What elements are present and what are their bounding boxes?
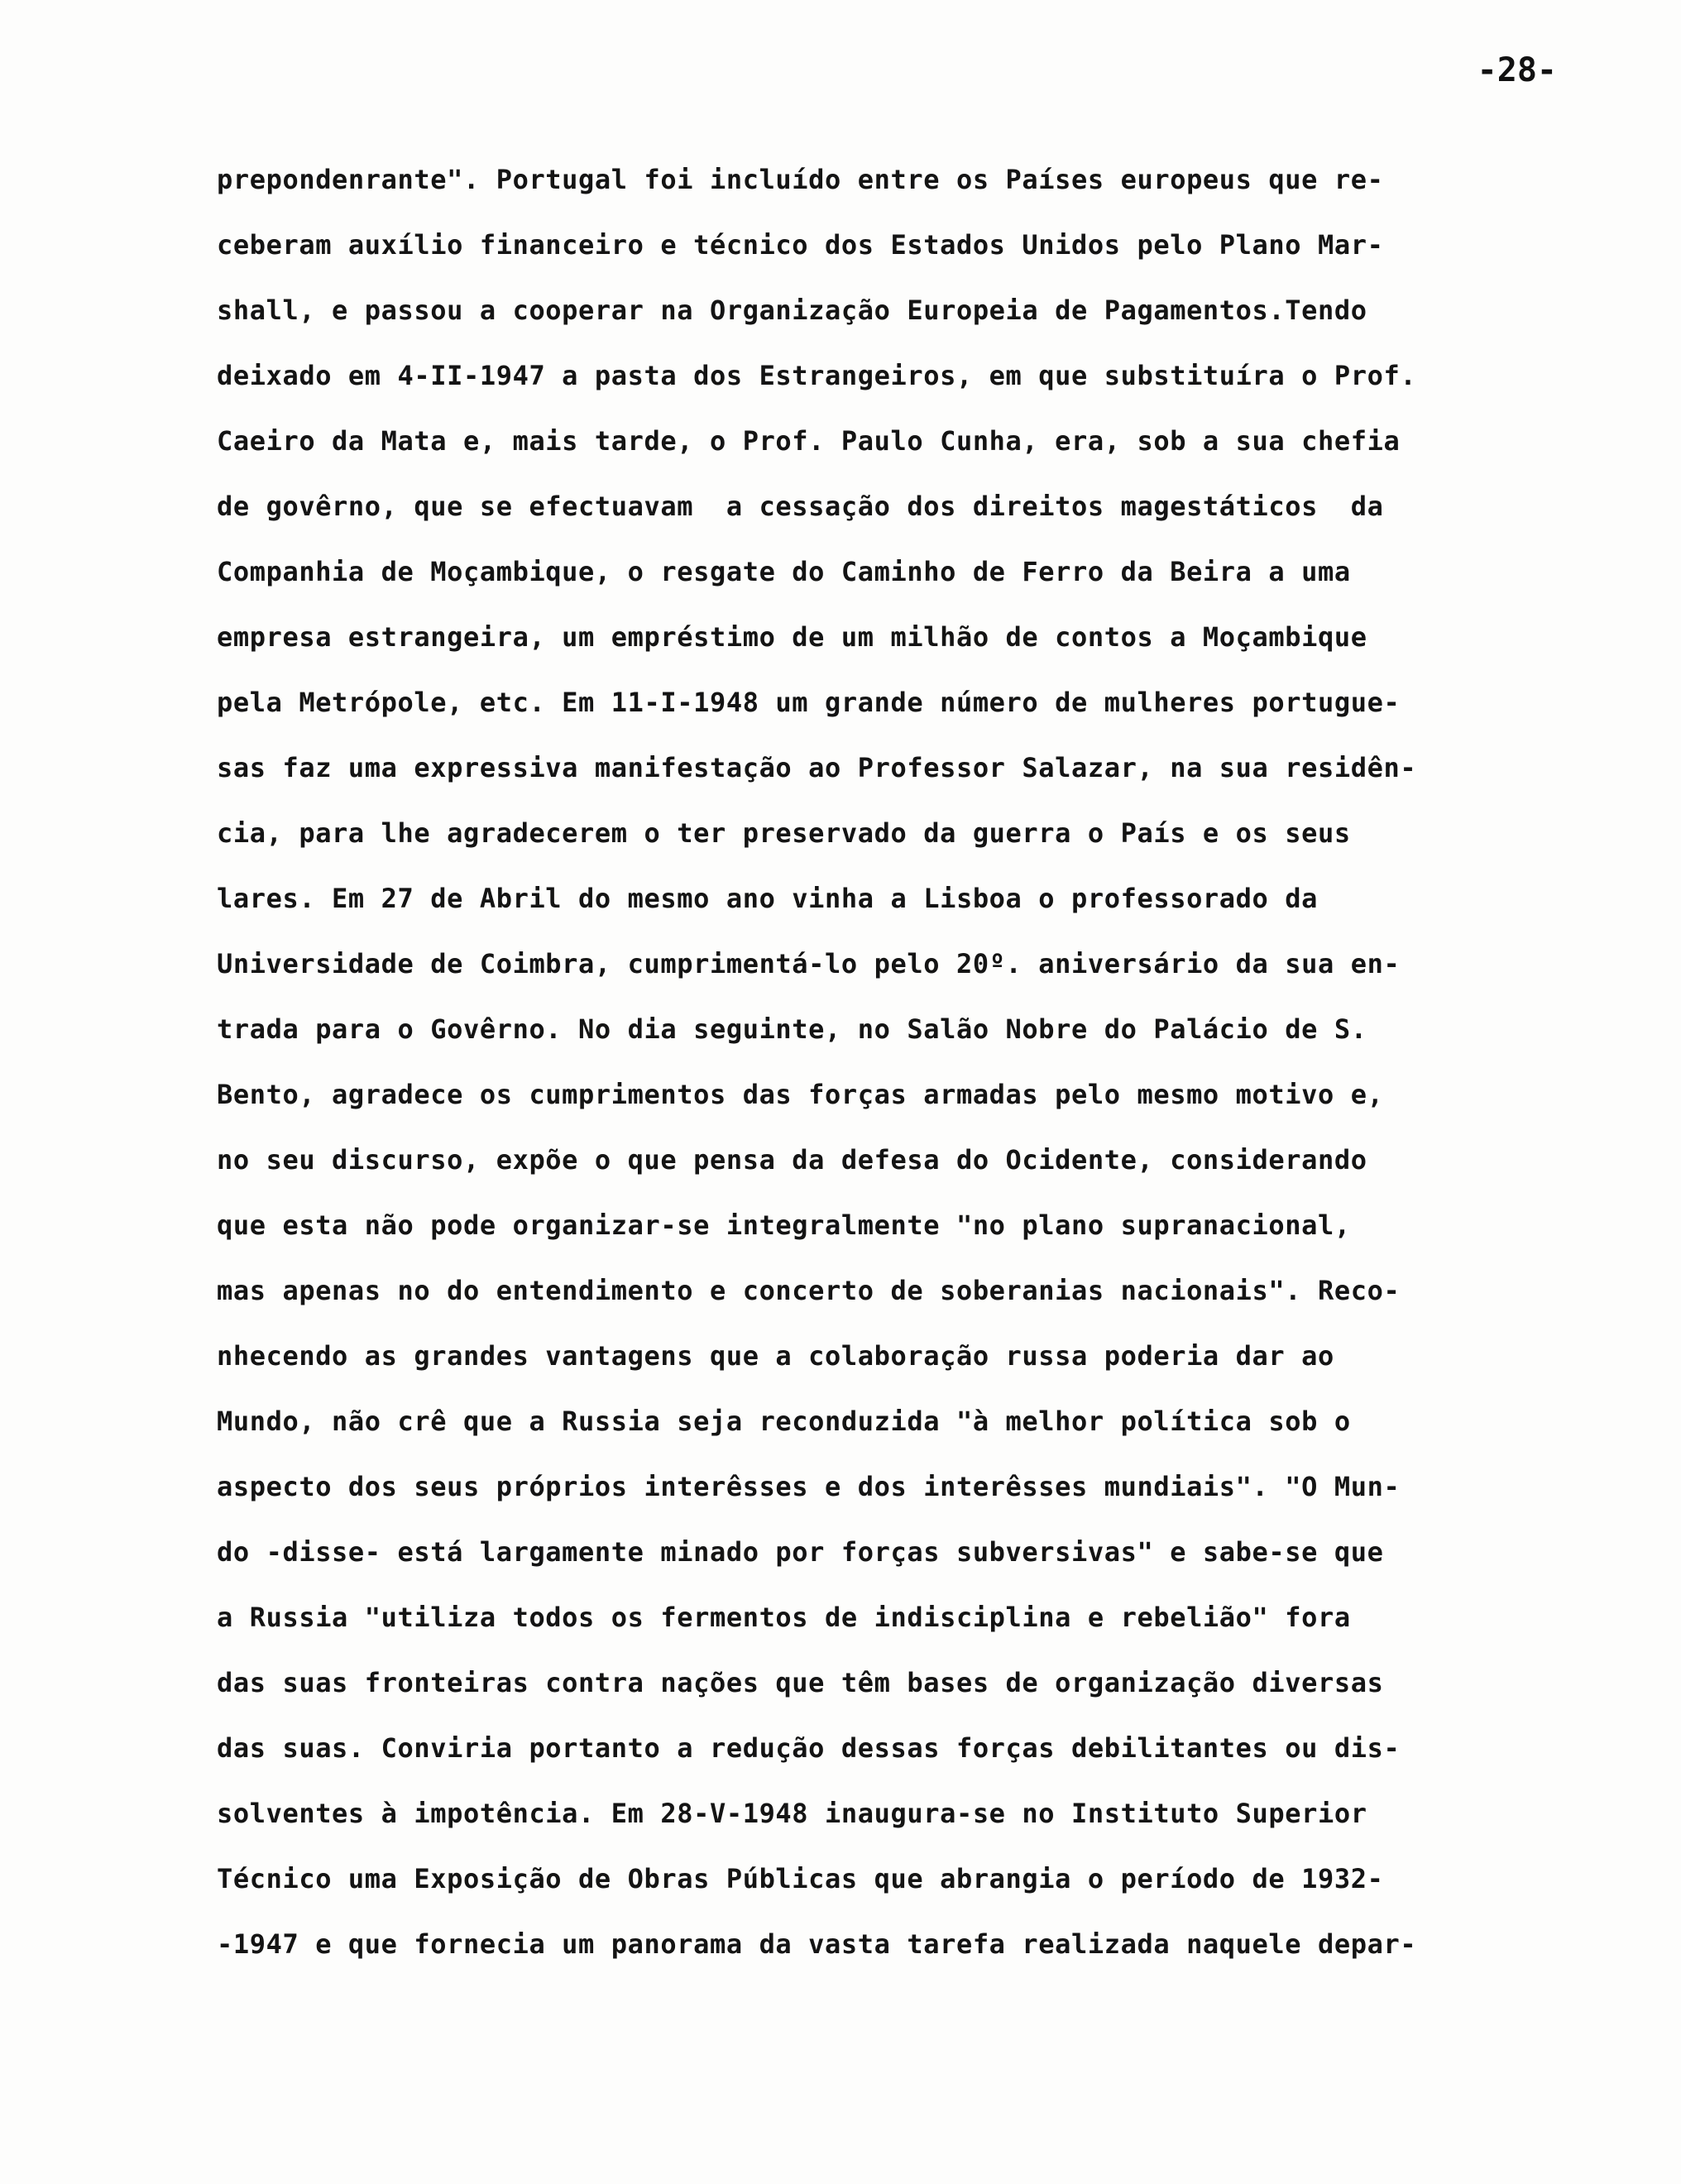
- text-line: Companhia de Moçambique, o resgate do Caminho de Ferro da Beira a uma: [217, 556, 1351, 587]
- text-line: Caeiro da Mata e, mais tarde, o Prof. Paulo Cunha, era, sob a sua chefia: [217, 425, 1401, 457]
- body-text: [217, 147, 1640, 1977]
- text-line: prepondenrante". Portugal foi incluído entre os Países europeus que re-: [217, 164, 1384, 195]
- text-line: Universidade de Coimbra, cumprimentá-lo pelo 20º. aniversário da sua en-: [217, 948, 1401, 979]
- text-line: das suas. Conviria portanto a redução dessas forças debilitantes ou dis-: [217, 1732, 1401, 1764]
- text-line: solventes à impotência. Em 28-V-1948 inaugura-se no Instituto Superior: [217, 1798, 1367, 1829]
- text-line: trada para o Govêrno. No dia seguinte, no Salão Nobre do Palácio de S.: [217, 1013, 1367, 1045]
- text-line: -1947 e que fornecia um panorama da vasta tarefa realizada naquele depar-: [217, 1928, 1417, 1960]
- text-line: que esta não pode organizar-se integralmente "no plano supranacional,: [217, 1209, 1351, 1241]
- text-line: empresa estrangeira, um empréstimo de um milhão de contos a Moçambique: [217, 621, 1367, 653]
- text-line: aspecto dos seus próprios interêsses e dos interêsses mundiais". "O Mun-: [217, 1471, 1401, 1502]
- text-line: de govêrno, que se efectuavam a cessação dos direitos magestáticos da: [217, 491, 1384, 522]
- text-line: cia, para lhe agradecerem o ter preservado da guerra o País e os seus: [217, 817, 1351, 849]
- text-line: shall, e passou a cooperar na Organização Europeia de Pagamentos.Tendo: [217, 295, 1367, 326]
- text-line: nhecendo as grandes vantagens que a colaboração russa poderia dar ao: [217, 1340, 1334, 1372]
- text-line: do -disse- está largamente minado por forças subversivas" e sabe-se que: [217, 1536, 1384, 1568]
- text-line: lares. Em 27 de Abril do mesmo ano vinha a Lisboa o professorado da: [217, 883, 1318, 914]
- text-line: ceberam auxílio financeiro e técnico dos Estados Unidos pelo Plano Mar-: [217, 229, 1384, 261]
- text-line: pela Metrópole, etc. Em 11-I-1948 um grande número de mulheres portugue-: [217, 687, 1401, 718]
- text-line: mas apenas no do entendimento e concerto de soberanias nacionais". Reco-: [217, 1275, 1401, 1306]
- text-line: Mundo, não crê que a Russia seja reconduzida "à melhor política sob o: [217, 1406, 1351, 1437]
- text-line: das suas fronteiras contra nações que têm bases de organização diversas: [217, 1667, 1384, 1698]
- text-line: sas faz uma expressiva manifestação ao Professor Salazar, na sua residên-: [217, 752, 1417, 783]
- text-line: no seu discurso, expõe o que pensa da defesa do Ocidente, considerando: [217, 1144, 1367, 1176]
- text-line: Técnico uma Exposição de Obras Públicas que abrangia o período de 1932-: [217, 1863, 1384, 1894]
- page-number: -28-: [1477, 51, 1557, 89]
- text-line: Bento, agradece os cumprimentos das forças armadas pelo mesmo motivo e,: [217, 1079, 1384, 1110]
- text-line: deixado em 4-II-1947 a pasta dos Estrangeiros, em que substituíra o Prof.: [217, 360, 1417, 391]
- text-line: a Russia "utiliza todos os fermentos de indisciplina e rebelião" fora: [217, 1602, 1351, 1633]
